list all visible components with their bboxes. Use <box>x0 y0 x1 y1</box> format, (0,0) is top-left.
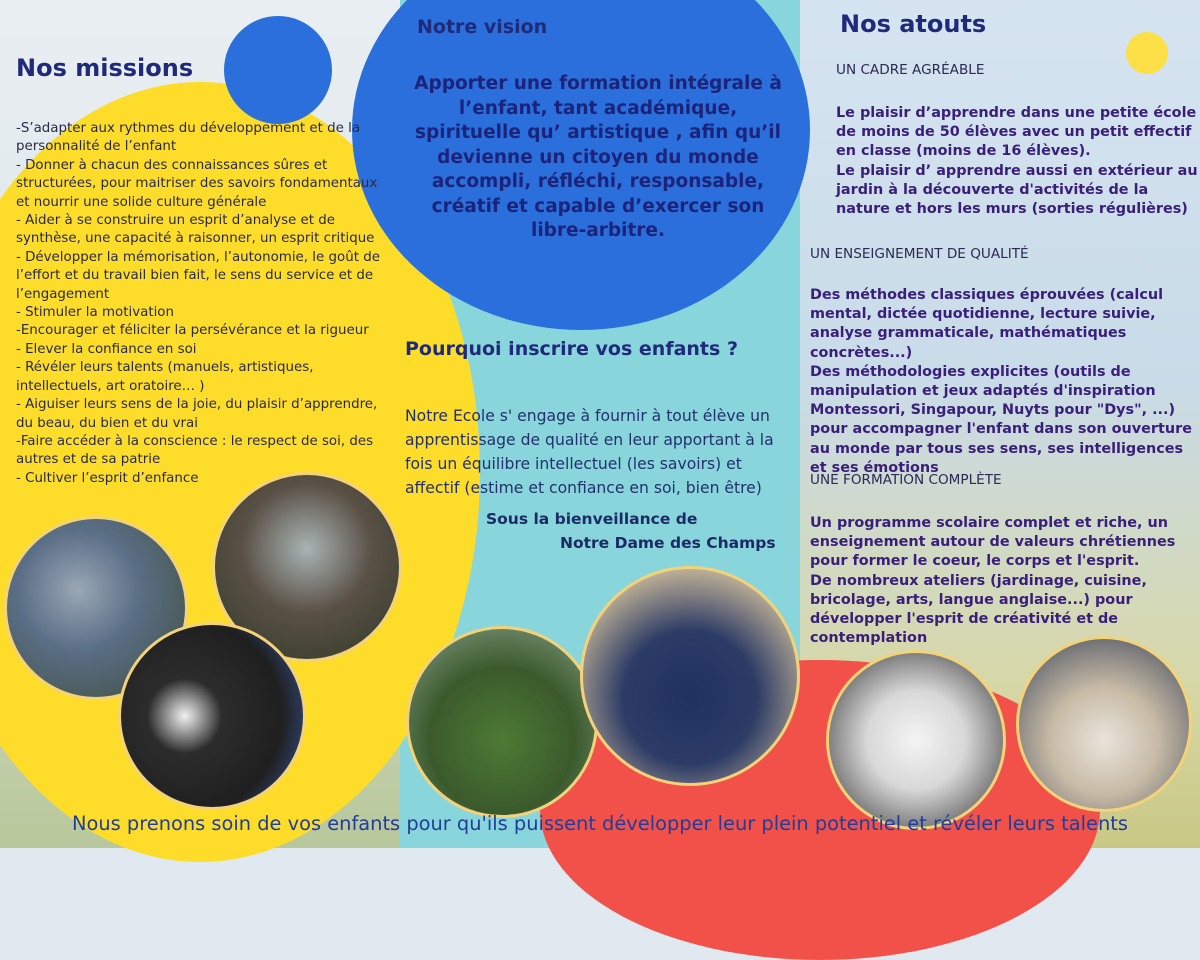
footer-tagline: Nous prenons soin de vos enfants pour qu'ils puissent développer leur plein potentiel et révéler leurs talents <box>72 812 1128 835</box>
mission-item: -Encourager et féliciter la persévérance et la rigueur <box>16 323 369 339</box>
atout-paragraph: Un programme scolaire complet et riche, un enseignement autour de valeurs chrétiennes pour former le coeur, le corps et l'esprit. <box>810 515 1176 570</box>
yellow-sun-dot <box>1126 32 1168 74</box>
mission-item: - Développer la mémorisation, l’autonomie, le goût de l’effort et du travail bien fait, le sens du service et de l’engagement <box>16 249 380 302</box>
photo-child-at-blackboard <box>118 622 306 810</box>
atout-body-formation <box>810 514 1198 648</box>
atout-paragraph: Le plaisir d’ apprendre aussi en extérieur au jardin à la découverte d'activités de la nature et hors les murs (sorties régulières) <box>836 162 1198 218</box>
atout-body-enseignement <box>810 286 1198 478</box>
blue-decorative-dot <box>224 16 332 124</box>
missions-list <box>16 120 388 488</box>
atout-paragraph: Des méthodologies explicites (outils de manipulation et jeux adaptés d'inspiration Montessori, Singapour, Nuyts pour "Dys", ...) pour accompagner l'enfant dans son ouverture au monde par tous ses sens, ses intelligences et ses émotions <box>810 363 1192 476</box>
atout-heading-enseignement: UN ENSEIGNEMENT DE QUALITÉ <box>810 246 1029 262</box>
mission-item: - Aider à se construire un esprit d’analyse et de synthèse, une capacité à raisonner, un esprit critique <box>16 213 375 247</box>
photo-students-writing <box>1016 636 1192 812</box>
missions-title: Nos missions <box>16 54 194 82</box>
vision-title: Notre vision <box>417 16 548 38</box>
pourquoi-title: Pourquoi inscrire vos enfants ? <box>405 338 738 360</box>
mission-item: -Faire accéder à la conscience : le respect de soi, des autres et de sa patrie <box>16 433 374 468</box>
atout-heading-formation: UNE FORMATION COMPLÈTE <box>810 472 1002 488</box>
blessing-line-2: Notre Dame des Champs <box>560 534 776 552</box>
mission-item: - Stimuler la motivation <box>16 305 174 321</box>
atout-heading-cadre: UN CADRE AGRÉABLE <box>836 62 985 78</box>
mission-item: - Révéler leurs talents (manuels, artistiques, intellectuels, art oratoire… ) <box>16 360 314 394</box>
atout-body-cadre <box>836 104 1198 219</box>
atout-paragraph: De nombreux ateliers (jardinage, cuisine, bricolage, arts, langue anglaise...) pour développer l'esprit de créativité et de contemplation <box>810 572 1147 647</box>
atout-paragraph: Le plaisir d’apprendre dans une petite école de moins de 50 élèves avec un petit effectif en classe (moins de 16 élèves). <box>836 105 1197 160</box>
vision-text: Apporter une formation intégrale à l’enfant, tant académique, spirituelle qu’ artistique , afin qu’il devienne un citoyen du monde accompli, réfléchi, responsable, créatif et capable d’exercer son libre-arbitre. <box>414 73 782 241</box>
photo-plant-cards <box>826 650 1006 830</box>
photo-garden-activity <box>406 626 598 818</box>
atout-paragraph: Des méthodes classiques éprouvées (calcul mental, dictée quotidienne, lecture suivie, analyse grammaticale, mathématiques concrètes...) <box>810 287 1164 361</box>
photo-classroom <box>580 566 800 786</box>
mission-item: - Cultiver l’esprit d’enfance <box>16 470 199 486</box>
mission-item: - Aiguiser leurs sens de la joie, du plaisir d’apprendre, du beau, du bien et du vrai <box>16 397 378 431</box>
blessing-line-1: Sous la bienveillance de <box>486 510 698 528</box>
mission-item: -S’adapter aux rythmes du développement et de la personnalité de l’enfant <box>16 121 361 155</box>
pourquoi-text: Notre Ecole s' engage à fournir à tout élève un apprentissage de qualité en leur apportant à la fois un équilibre intellectuel (les savoirs) et affectif (estime et confiance en soi, bien être) <box>405 407 774 497</box>
atouts-title: Nos atouts <box>840 10 987 38</box>
mission-item: - Elever la confiance en soi <box>16 341 197 357</box>
mission-item: - Donner à chacun des connaissances sûres et structurées, pour maitriser des savoirs fondamentaux et nourrir une solide culture générale <box>16 157 378 210</box>
